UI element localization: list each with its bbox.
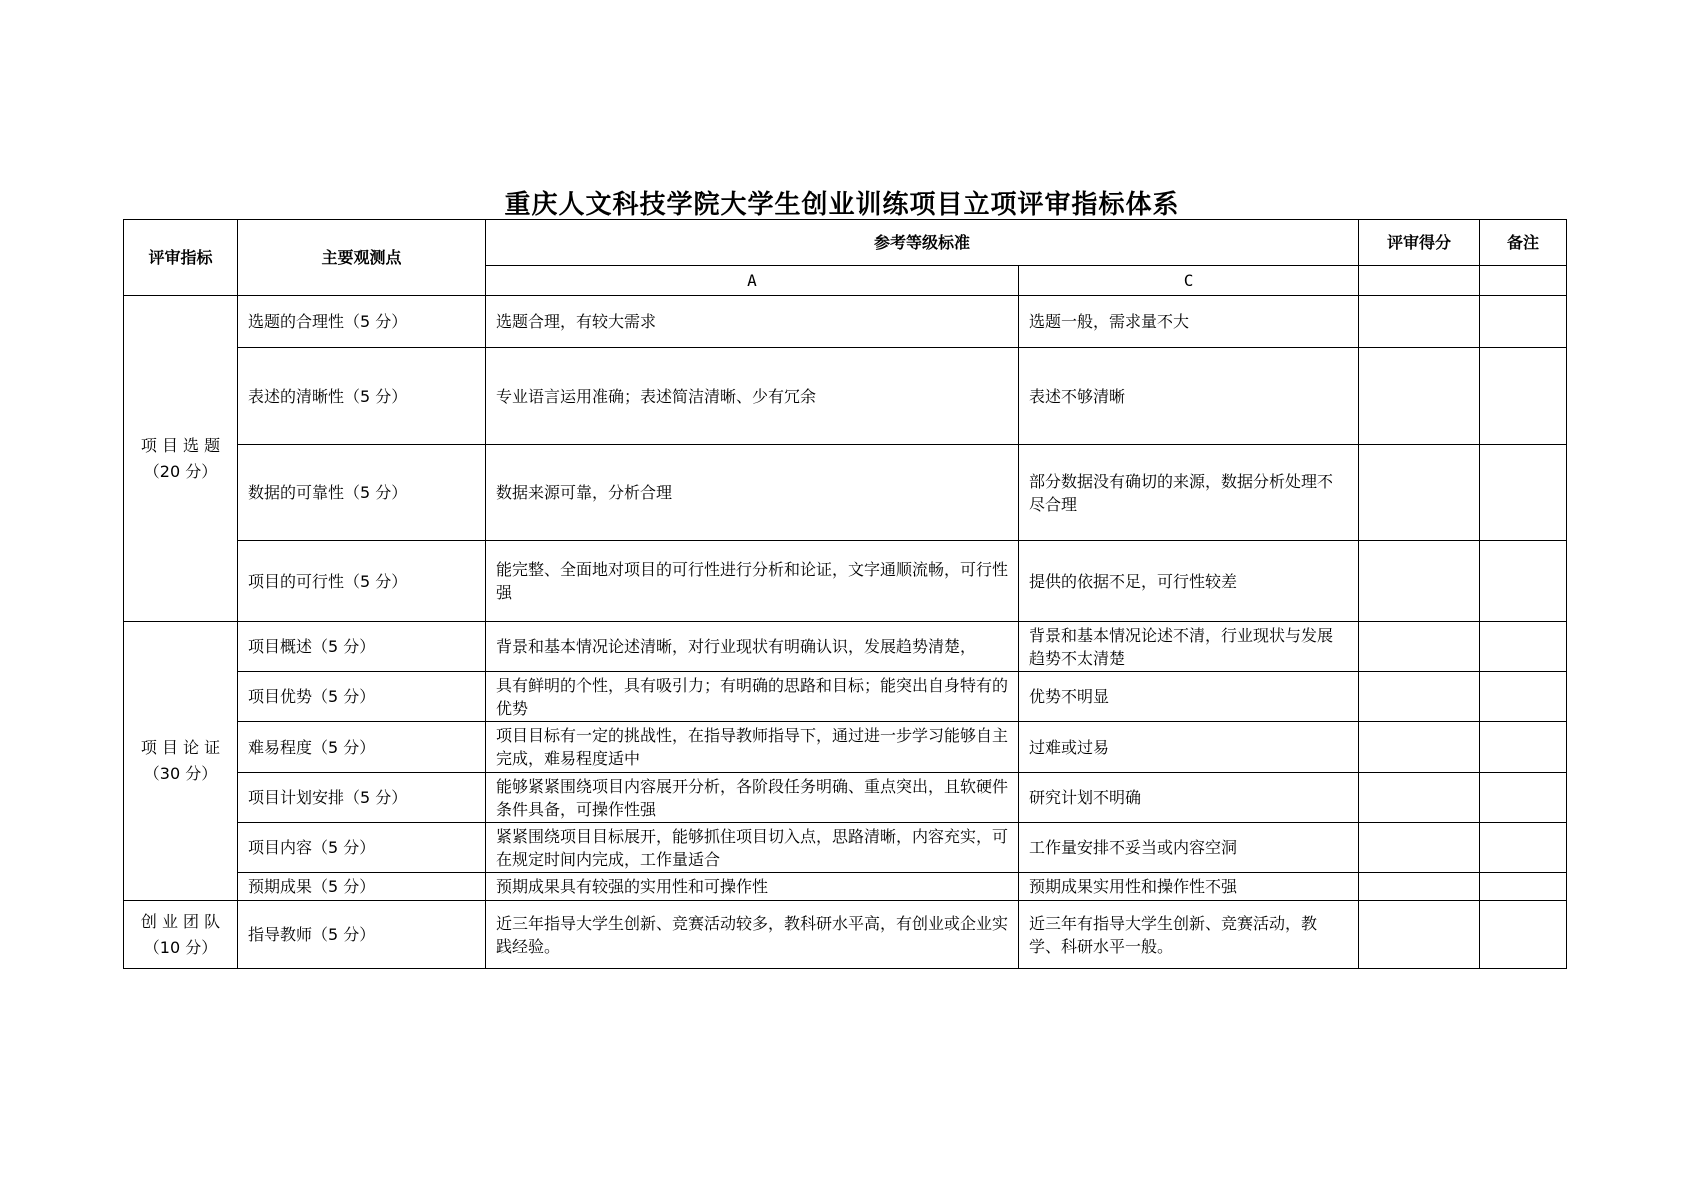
score-cell: [1359, 296, 1480, 348]
category-cell: [124, 622, 238, 901]
table-row: [124, 873, 1567, 901]
score-cell: [1359, 541, 1480, 622]
header-note: 备注: [1480, 220, 1567, 266]
category-cell: [124, 901, 238, 969]
item-cell: 选题的合理性（5 分）: [238, 296, 486, 348]
table-row: [124, 773, 1567, 823]
grade-c-cell: 预期成果实用性和操作性不强: [1019, 873, 1359, 901]
grade-a-cell: 能够紧紧围绕项目内容展开分析，各阶段任务明确、重点突出，且软硬件条件具备，可操作性强: [486, 773, 1019, 823]
score-cell: [1359, 622, 1480, 672]
item-cell: 预期成果（5 分）: [238, 873, 486, 901]
score-cell: [1359, 773, 1480, 823]
score-cell: [1359, 672, 1480, 722]
category-cell: [124, 296, 238, 622]
grade-c-cell: 工作量安排不妥当或内容空洞: [1019, 823, 1359, 873]
grade-a-cell: 紧紧围绕项目目标展开，能够抓住项目切入点，思路清晰，内容充实，可在规定时间内完成，工作量适合: [486, 823, 1019, 873]
category-points: （20 分）: [143, 461, 218, 481]
page-title: 重庆人文科技学院大学生创业训练项目立项评审指标体系: [504, 190, 1180, 220]
grade-c-cell: 选题一般，需求量不大: [1019, 296, 1359, 348]
note-cell: [1480, 722, 1567, 773]
grade-a-cell: 项目目标有一定的挑战性，在指导教师指导下，通过进一步学习能够自主完成，难易程度适中: [486, 722, 1019, 773]
score-subheader-cell: [1359, 266, 1480, 296]
table-row: [124, 541, 1567, 622]
note-cell: [1480, 541, 1567, 622]
table-row: [124, 445, 1567, 541]
note-cell: [1480, 622, 1567, 672]
score-cell: [1359, 901, 1480, 969]
grade-a-cell: 预期成果具有较强的实用性和可操作性: [486, 873, 1019, 901]
item-cell: 项目优势（5 分）: [238, 672, 486, 722]
score-cell: [1359, 348, 1480, 445]
score-cell: [1359, 445, 1480, 541]
note-cell: [1480, 296, 1567, 348]
grade-c-cell: 背景和基本情况论述不清，行业现状与发展趋势不太清楚: [1019, 622, 1359, 672]
header-standard: 参考等级标准: [486, 220, 1359, 266]
grade-c-cell: 研究计划不明确: [1019, 773, 1359, 823]
category-points: （30 分）: [143, 764, 218, 783]
item-cell: 项目的可行性（5 分）: [238, 541, 486, 622]
note-cell: [1480, 445, 1567, 541]
category-name: 项 目 选 题: [140, 435, 221, 455]
note-subheader-cell: [1480, 266, 1567, 296]
category-points: （10 分）: [143, 937, 218, 957]
table-row: [124, 672, 1567, 722]
evaluation-table: [123, 219, 1567, 969]
grade-c-cell: 近三年有指导大学生创新、竞赛活动，教学、科研水平一般。: [1019, 901, 1359, 969]
item-cell: 项目概述（5 分）: [238, 622, 486, 672]
table-row: [124, 296, 1567, 348]
table-row: [124, 622, 1567, 672]
grade-a-cell: 具有鲜明的个性，具有吸引力；有明确的思路和目标；能突出自身特有的优势: [486, 672, 1019, 722]
note-cell: [1480, 823, 1567, 873]
item-cell: 数据的可靠性（5 分）: [238, 445, 486, 541]
item-cell: 项目内容（5 分）: [238, 823, 486, 873]
header-grade-c: C: [1019, 266, 1359, 296]
note-cell: [1480, 773, 1567, 823]
header-indicator: 评审指标: [124, 220, 238, 296]
score-cell: [1359, 873, 1480, 901]
grade-a-cell: 选题合理，有较大需求: [486, 296, 1019, 348]
item-cell: 难易程度（5 分）: [238, 722, 486, 773]
grade-a-cell: 专业语言运用准确；表述简洁清晰、少有冗余: [486, 348, 1019, 445]
grade-c-cell: 部分数据没有确切的来源，数据分析处理不尽合理: [1019, 445, 1359, 541]
table-row: [124, 348, 1567, 445]
grade-a-cell: 背景和基本情况论述清晰，对行业现状有明确认识，发展趋势清楚，: [486, 622, 1019, 672]
table-row: [124, 823, 1567, 873]
header-observation: 主要观测点: [238, 220, 486, 296]
grade-c-cell: 优势不明显: [1019, 672, 1359, 722]
table-row: [124, 901, 1567, 969]
header-score: 评审得分: [1359, 220, 1480, 266]
item-cell: 指导教师（5 分）: [238, 901, 486, 969]
grade-a-cell: 数据来源可靠，分析合理: [486, 445, 1019, 541]
header-grade-a: A: [486, 266, 1019, 296]
grade-a-cell: 近三年指导大学生创新、竞赛活动较多，教科研水平高，有创业或企业实践经验。: [486, 901, 1019, 969]
note-cell: [1480, 901, 1567, 969]
score-cell: [1359, 823, 1480, 873]
category-name: 项 目 论 证: [140, 738, 221, 757]
item-cell: 表述的清晰性（5 分）: [238, 348, 486, 445]
table-row: [124, 722, 1567, 773]
grade-c-cell: 表述不够清晰: [1019, 348, 1359, 445]
item-cell: 项目计划安排（5 分）: [238, 773, 486, 823]
grade-a-cell: 能完整、全面地对项目的可行性进行分析和论证，文字通顺流畅，可行性强: [486, 541, 1019, 622]
grade-c-cell: 过难或过易: [1019, 722, 1359, 773]
score-cell: [1359, 722, 1480, 773]
note-cell: [1480, 672, 1567, 722]
category-name: 创 业 团 队: [140, 911, 221, 931]
note-cell: [1480, 348, 1567, 445]
note-cell: [1480, 873, 1567, 901]
grade-c-cell: 提供的依据不足，可行性较差: [1019, 541, 1359, 622]
